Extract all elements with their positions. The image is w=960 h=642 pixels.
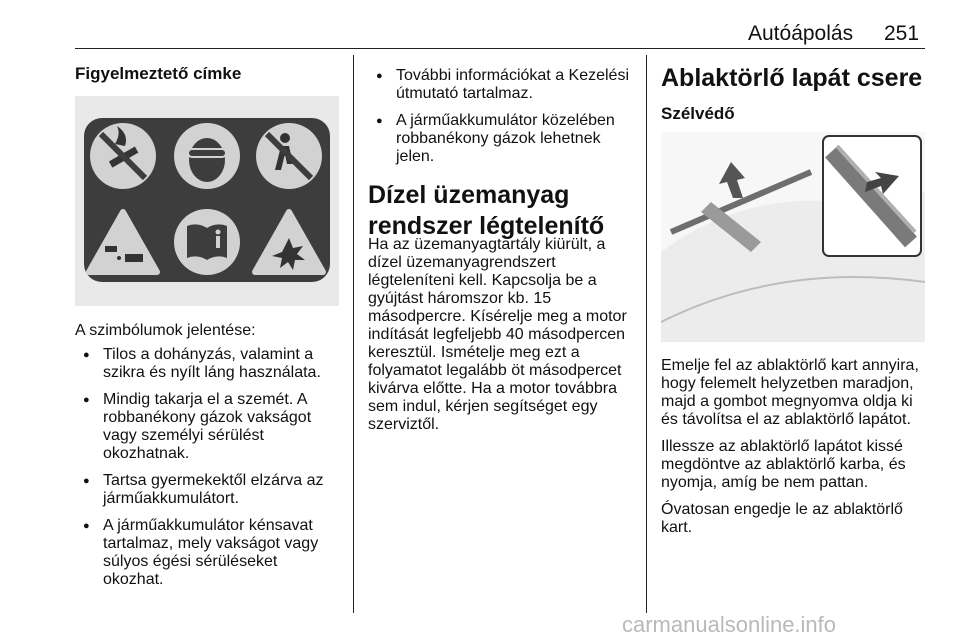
no-smoking-fire-icon: [90, 123, 156, 189]
info-list: [368, 67, 634, 175]
paragraph: Óvatosan engedje le az ablaktörlő kart.: [661, 501, 903, 536]
subsection-heading: Szélvédő: [661, 104, 735, 123]
section-heading: Figyelmeztető címke: [75, 64, 242, 83]
paragraph: Illessze az ablaktörlő lapátot kissé megdöntve az ablaktörlő karba, és nyomja, amíg be nem pattan.: [661, 438, 906, 491]
page-number: 251: [884, 22, 920, 45]
paragraph: Emelje fel az ablaktörlő kart annyira, hogy felemelt helyzetben maradjon, majd a gombot megnyomva oldja ki és távolítsa el az ablaktörlő lapátot.: [661, 357, 919, 428]
symbol-intro: A szimbólumok jelentése:: [75, 322, 256, 339]
section-heading: Ablaktörlő lapát csere: [661, 64, 923, 92]
list-item: ● A járműakkumulátor közelében robbanékony gázok lehetnek jelen.: [368, 112, 634, 166]
list-item: ● Tilos a dohányzás, valamint a szikra és nyílt láng használata.: [75, 346, 341, 382]
list-item: ● Tartsa gyermekektől elzárva az járműakkumulátort.: [75, 472, 341, 508]
battery-warning-label-figure: [75, 96, 339, 311]
section-heading: Dízel üzemanyag rendszer légtelenítő: [368, 181, 605, 240]
header-rule: [75, 48, 925, 49]
list-item: ● További információkat a Kezelési útmutató tartalmaz.: [368, 67, 634, 103]
eye-protection-icon: [174, 123, 240, 189]
wiper-instructions: [661, 357, 929, 546]
list-item: ● Mindig takarja el a szemét. A robbanékony gázok vakságot vagy személyi sérülést okozhatnak.: [75, 391, 341, 463]
keep-away-children-icon: [256, 123, 322, 189]
column-divider: [646, 55, 647, 613]
running-header-title: Autóápolás: [748, 22, 854, 45]
wiper-blade-figure: [661, 132, 925, 347]
column-divider: [353, 55, 354, 613]
watermark: carmanualsonline.info: [622, 612, 837, 637]
read-manual-icon: [174, 209, 240, 275]
list-item: ● A járműakkumulátor kénsavat tartalmaz, mely vakságot vagy súlyos égési sérüléseket okozhat.: [75, 517, 341, 589]
diesel-bleeding-text: Ha az üzemanyagtartály kiürült, a dízel üzemanyagrendszert légteleníteni kell. Kapcsolja be a gyújtást háromszor kb. 15 másodpercre. Kísérelje meg a motor indítását legfeljebb 40 másodpercen keresztül. Ismételje meg ezt a folyamatot legalább öt másodpercet kivárva előtte. Ha a motor továbbra sem indul, kérjen segítséget egy szerviztől.: [368, 236, 627, 433]
symbol-meaning-list: [75, 346, 341, 598]
